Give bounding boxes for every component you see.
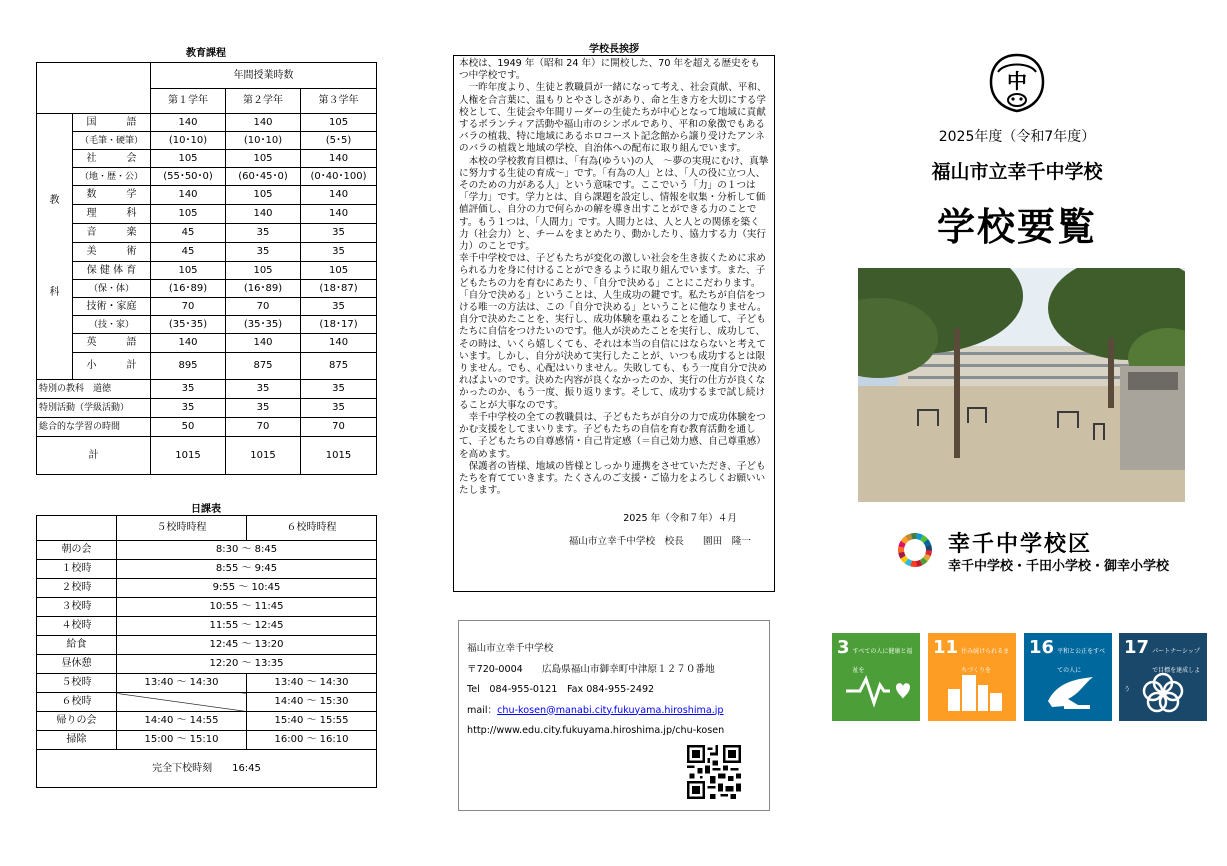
period-name: 昼休憩 — [37, 655, 117, 674]
sdg-number: 16 — [1029, 637, 1055, 658]
subject-name: 国 語 — [73, 114, 151, 132]
period-time-5: 14:40 ～ 14:55 — [117, 712, 247, 731]
subject-hours: 140 — [151, 186, 226, 205]
subject-sub: （地・歴・公） — [73, 168, 151, 186]
subject-hours: 140 — [226, 334, 301, 353]
greeting-paragraph: 幸千中学校の全ての教職員は、子どもたちが自分の力で成功体験をつかむ支援をしてまいります。子どもたちの自信を育む教育活動を通して、子どもたちの自尊感情・自己肯定感（＝自己効力感、自己尊重感）を高めます。 — [459, 411, 766, 460]
subject-name: 美 術 — [73, 243, 151, 262]
qr-code-icon — [687, 745, 741, 799]
total-hours: 1015 — [226, 437, 301, 475]
period-name: ６校時 — [37, 693, 117, 712]
subject-hours: 875 — [226, 353, 301, 380]
subject-hours: 70 — [226, 298, 301, 316]
subject-hours: 140 — [151, 334, 226, 353]
period-name: １校時 — [37, 560, 117, 579]
subject-hours: 35 — [301, 243, 377, 262]
period-time: 8:30 ～ 8:45 — [117, 541, 377, 560]
subject-hours: 105 — [226, 262, 301, 280]
other-hours: 35 — [226, 380, 301, 399]
period-time: 11:55 ～ 12:45 — [117, 617, 377, 636]
dismissal-time: 完全下校時刻 16:45 — [37, 750, 377, 788]
school-photo — [858, 268, 1185, 502]
period-time: 12:20 ～ 13:35 — [117, 655, 377, 674]
subject-hours-detail: (0･40･100) — [301, 168, 377, 186]
total-name: 計 — [37, 437, 151, 475]
period-time: 8:55 ～ 9:45 — [117, 560, 377, 579]
total-hours: 1015 — [151, 437, 226, 475]
subject-name: 技術・家庭 — [73, 298, 151, 316]
subject-hours: 140 — [226, 205, 301, 224]
other-hours: 50 — [151, 418, 226, 437]
sdg-label: すべての人に健康と福祉を — [852, 648, 913, 674]
period-time-6: 15:40 ～ 15:55 — [247, 712, 377, 731]
period-name: 掃除 — [37, 731, 117, 750]
greeting-signature: 福山市立幸千中学校 校長 園田 隆一 — [568, 535, 751, 547]
sdg-label: パートナーシップで目標を達成しよう — [1124, 648, 1201, 693]
subject-hours-detail: (35･35) — [151, 316, 226, 334]
subject-hours: 895 — [151, 353, 226, 380]
subject-sub: （毛筆・硬筆） — [73, 132, 151, 150]
contact-address: 〒720-0004 広島県福山市御幸町中津原１２７０番地 — [467, 663, 715, 675]
subject-hours: 35 — [301, 298, 377, 316]
other-hours: 35 — [151, 399, 226, 418]
period-time: 10:55 ～ 11:45 — [117, 598, 377, 617]
subject-hours-detail: (10･10) — [226, 132, 301, 150]
subject-hours: 140 — [151, 114, 226, 132]
period-name: 朝の会 — [37, 541, 117, 560]
subject-hours: 875 — [301, 353, 377, 380]
sdg-tile-3 — [832, 633, 920, 721]
subject-hours: 140 — [301, 150, 377, 168]
period-name: 給食 — [37, 636, 117, 655]
subject-hours: 35 — [301, 224, 377, 243]
other-hours: 70 — [301, 418, 377, 437]
period-time-5: 15:00 ～ 15:10 — [117, 731, 247, 750]
grade-2-header: 第２学年 — [226, 89, 301, 114]
subject-hours-detail: (18･87) — [301, 280, 377, 298]
district-schools: 幸千中学校・千田小学校・御幸小学校 — [948, 559, 1170, 574]
dove-icon — [1038, 671, 1102, 713]
subject-name: 社 会 — [73, 150, 151, 168]
subject-hours: 140 — [226, 114, 301, 132]
contact-mail-link[interactable]: chu-kosen@manabi.city.fukuyama.hiroshima.jp — [497, 704, 724, 716]
subject-hours: 140 — [301, 205, 377, 224]
other-hours: 35 — [301, 399, 377, 418]
period-time-6: 13:40 ～ 14:30 — [247, 674, 377, 693]
schedule-table — [36, 515, 377, 788]
subject-name: 音 楽 — [73, 224, 151, 243]
schedule-col-5: ５校時時程 — [117, 516, 247, 541]
period-name: ５校時 — [37, 674, 117, 693]
greeting-paragraph: 一昨年度より、生徒と教職員が一緒になって考え、社会貢献、平和、人権を合言葉に、温もりとやさしさがあり、命と生き方を大切にする学校として、生徒会や年間リーダーの生徒たちが中心となって地域に貢献するボランティア活動や福山市のシンボルであり、平和の象徴でもあるバラの植栽、特に地域にあるホロコースト記念館から譲り受けたアンネのバラの植栽と地域の学校、自治体への配布に取り組んでいます。 — [459, 82, 767, 155]
subject-hours: 45 — [151, 224, 226, 243]
subject-hours: 105 — [151, 205, 226, 224]
district-title: 幸千中学校区 — [948, 532, 1093, 557]
greeting-paragraph: 本校の学校教育目標は、「有為(ゆうい)の人 ～夢の実現にむけ、真摯に努力する生徒の育成～」です。「有為の人」とは、「人の役に立つ人、そのための力がある人」という意味です。ここでいう「力」の１つは「学力」です。学力とは、自ら課題を設定し、情報を収集・分析して価値評価し、自分の力で何らかの解を導き出すことができる力のことです。もう１つは、「人間力」です。人間力とは、人と人との関係を築く力（社会力）と、チームをまとめたり、動かしたり、協力する力（実行力）のことです。 — [459, 155, 769, 253]
sdg-number: 3 — [837, 637, 850, 658]
other-name: 総合的な学習の時間 — [37, 418, 151, 437]
subject-hours-detail: (55･50･0) — [151, 168, 226, 186]
curriculum-table — [36, 62, 377, 475]
period-name: ２校時 — [37, 579, 117, 598]
period-time-6: 14:40 ～ 15:30 — [247, 693, 377, 712]
subject-hours-detail: (16･89) — [151, 280, 226, 298]
greeting-title: 学校長挨拶 — [589, 44, 639, 55]
other-name: 特別の教科 道徳 — [37, 380, 151, 399]
subject-sub: （保・体） — [73, 280, 151, 298]
subject-group-label: 教 科 — [37, 114, 73, 380]
period-name: ３校時 — [37, 598, 117, 617]
sdg-number: 11 — [933, 637, 959, 658]
sdg-tile-11 — [928, 633, 1016, 721]
contact-mail-label: mail： — [467, 704, 498, 716]
subject-hours: 105 — [301, 262, 377, 280]
grade-1-header: 第１学年 — [151, 89, 226, 114]
contact-phone: Tel 084-955-0121 Fax 084-955-2492 — [467, 684, 655, 695]
period-time-5: 13:40 ～ 14:30 — [117, 674, 247, 693]
subject-name: 数 学 — [73, 186, 151, 205]
subject-hours: 105 — [301, 114, 377, 132]
greeting-paragraph: 本校は、1949 年（昭和 24 年）に開校した、70 年を超える歴史をもつ中学校です。 — [459, 58, 760, 82]
emblem-char: 中 — [1007, 69, 1027, 93]
subject-hours-detail: (10･10) — [151, 132, 226, 150]
subject-hours: 45 — [151, 243, 226, 262]
period-name: 帰りの会 — [37, 712, 117, 731]
greeting-box — [453, 55, 775, 592]
subject-hours-detail: (16･89) — [226, 280, 301, 298]
subject-hours-detail: (60･45･0) — [226, 168, 301, 186]
school-emblem-icon — [986, 52, 1048, 114]
city-icon — [942, 671, 1006, 713]
cover-school-name: 福山市立幸千中学校 — [931, 161, 1103, 183]
subject-hours-detail: (5･5) — [301, 132, 377, 150]
subject-hours: 70 — [151, 298, 226, 316]
sdg-number: 17 — [1124, 637, 1150, 658]
period-name: ４校時 — [37, 617, 117, 636]
subject-hours: 35 — [226, 224, 301, 243]
subject-hours: 140 — [301, 334, 377, 353]
other-name: 特別活動（学級活動） — [37, 399, 151, 418]
subject-sub: （技・家） — [73, 316, 151, 334]
contact-school: 福山市立幸千中学校 — [467, 643, 554, 654]
period-time-5 — [117, 693, 247, 712]
cover-main-title: 学校要覧 — [936, 205, 1097, 249]
other-hours: 35 — [151, 380, 226, 399]
subject-hours: 105 — [151, 150, 226, 168]
other-hours: 35 — [301, 380, 377, 399]
subject-hours: 105 — [226, 150, 301, 168]
sdg-label: 平和と公正をすべての人に — [1057, 648, 1105, 674]
period-time: 12:45 ～ 13:20 — [117, 636, 377, 655]
schedule-col-6: ６校時時程 — [247, 516, 377, 541]
subject-hours: 35 — [226, 243, 301, 262]
period-time-6: 16:00 ～ 16:10 — [247, 731, 377, 750]
schedule-title: 日課表 — [191, 504, 221, 515]
contact-url[interactable]: http://www.edu.city.fukuyama.hiroshima.jp/chu-kosen — [467, 725, 725, 736]
subject-hours: 140 — [301, 186, 377, 205]
hours-header: 年間授業時数 — [151, 63, 377, 89]
other-hours: 35 — [226, 399, 301, 418]
subject-hours-detail: (35･35) — [226, 316, 301, 334]
subject-hours: 105 — [151, 262, 226, 280]
subject-name: 理 科 — [73, 205, 151, 224]
subject-hours-detail: (18･17) — [301, 316, 377, 334]
subject-name: 保 健 体 育 — [73, 262, 151, 280]
greeting-paragraph: 保護者の皆様、地域の皆様としっかり連携をさせていただき、子どもたちを育てていきます。たくさんのご支援・ご協力をよろしくお願いいたします。 — [459, 460, 766, 497]
subject-name: 小 計 — [73, 353, 151, 380]
curriculum-title: 教育課程 — [186, 48, 226, 59]
cover-year: 2025年度（令和7年度） — [938, 129, 1096, 145]
sdgs-wheel-icon — [896, 531, 934, 569]
other-hours: 70 — [226, 418, 301, 437]
heartbeat-icon — [846, 671, 910, 713]
contact-box — [458, 620, 770, 811]
period-time: 9:55 ～ 10:45 — [117, 579, 377, 598]
total-hours: 1015 — [301, 437, 377, 475]
greeting-date: 2025 年（令和７年）４月 — [623, 513, 737, 525]
sdg-tile-16 — [1024, 633, 1112, 721]
subject-name: 英 語 — [73, 334, 151, 353]
greeting-paragraph: 幸千中学校では、子どもたちが変化の激しい社会を生き抜くために求められる力を身に付けることができるように取り組んでいます。また、子どもたちの力を育むにあたり、「自分で決める」ことにこだわります。「自分で決める」ということは、人生成功の鍵です。私たちが自信をつける唯一の方法は、この「自分で決める」ということに他なりません。自分で決めたことを、実行し、成功体験を重ねることを通して、子どもたちに自信をつけたいのです。他人が決めたことを実行し、成功して、その時は、いくら嬉しくても、それは本当の自信にはならないと考えています。しかし、自分が決めて実行したことが、いつも成功するとは限りません。でも、心配はいりません。失敗しても、もう一度自分で決めればよいのです。決めた内容が良くなかったのか、実行の仕方が良くなかったのか、もう一度、振り返ります。そして、成功するまで試し続けることが大事なのです。 — [459, 253, 768, 411]
grade-3-header: 第３学年 — [301, 89, 377, 114]
sdg-label: 住み続けられるまちづくりを — [961, 648, 1010, 674]
sdg-tile-17 — [1119, 633, 1207, 721]
rings-icon — [1133, 671, 1197, 713]
subject-hours: 105 — [226, 186, 301, 205]
